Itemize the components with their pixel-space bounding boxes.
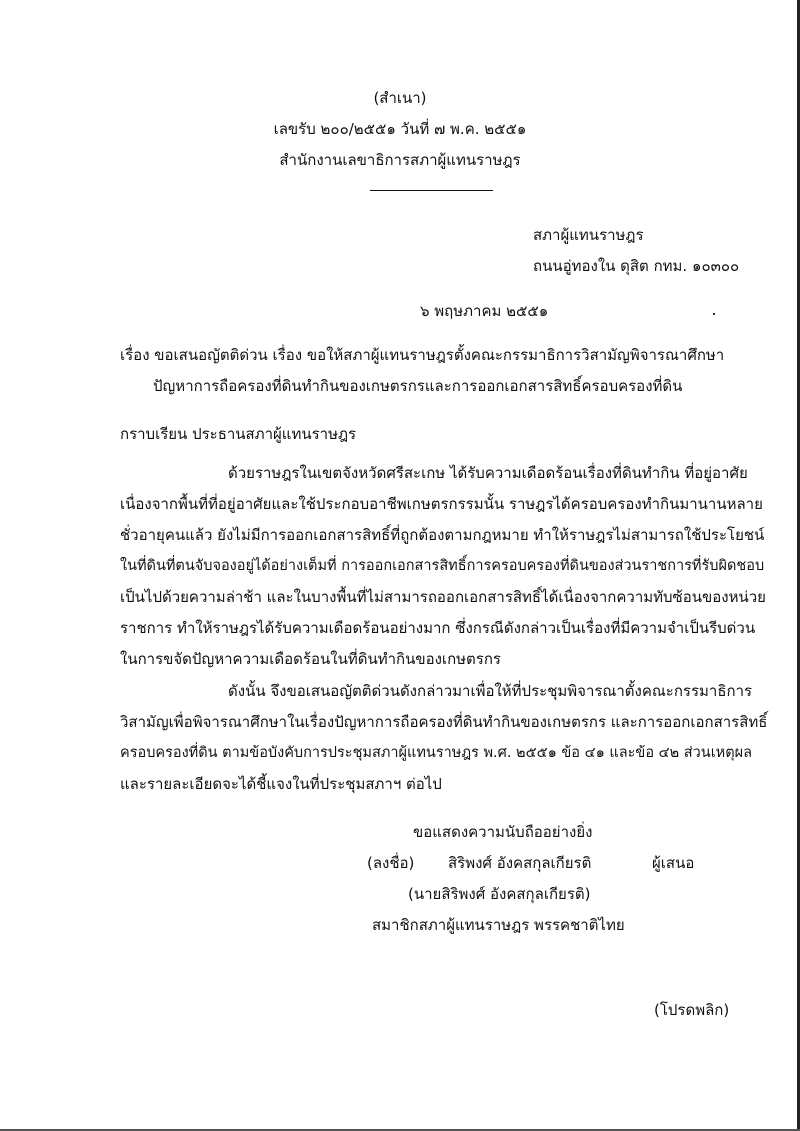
signature-prefix: (ลงชื่อ) bbox=[367, 854, 415, 872]
paragraph-line: ครอบครองที่ดิน ตามข้อบังคับการประชุมสภาผู้แทนราษฎร พ.ศ. ๒๕๕๑ ข้อ ๔๑ และข้อ ๔๒ ส่วนเหตุผล bbox=[120, 745, 753, 761]
office-name: สำนักงานเลขาธิการสภาผู้แทนราษฎร bbox=[279, 151, 521, 169]
paragraph-line: ชั่วอายุคนแล้ว ยังไม่มีการออกเอกสารสิทธิ์ที่ถูกต้องตามกฎหมาย ทำให้ราษฎรไม่สามารถใช้ประโยชน์ bbox=[120, 526, 765, 544]
turn-over-note: (โปรดพลิก) bbox=[654, 1001, 730, 1019]
paragraph-line: ราชการ ทำให้ราษฎรได้รับความเดือดร้อนอย่างมาก ซึ่งกรณีดังกล่าวเป็นเรื่องที่มีความจำเป็นรีบด่วน bbox=[120, 619, 756, 637]
copy-mark: (สำเนา) bbox=[373, 89, 427, 107]
signature-name: สิริพงศ์ อังคสกุลเกียรติ bbox=[448, 854, 592, 872]
header-divider bbox=[370, 190, 493, 191]
paragraph-line: ดังนั้น จึงขอเสนอญัตติด่วนดังกล่าวมาเพื่อให้ที่ประชุมพิจารณาตั้งคณะกรรมาธิการ bbox=[228, 682, 753, 700]
sender-address-line2: ถนนอู่ทองใน ดุสิต กทม. ๑๐๓๐๐ bbox=[533, 257, 740, 275]
paragraph-line: เนื่องจากพื้นที่ที่อยู่อาศัยและใช้ประกอบอาชีพเกษตรกรรมนั้น ราษฎรได้ครอบครองทำกินมานานหลาย bbox=[120, 495, 763, 513]
subject-line-2: ปัญหาการถือครองที่ดินทำกินของเกษตรกรและการออกเอกสารสิทธิ์ครอบครองที่ดิน bbox=[153, 377, 683, 395]
paragraph-line: วิสามัญเพื่อพิจารณาศึกษาในเรื่องปัญหาการถือครองที่ดินทำกินของเกษตรกร และการออกเอกสารสิทธิ์ bbox=[120, 713, 768, 731]
printed-name: (นายสิริพงศ์ อังคสกุลเกียรติ) bbox=[408, 885, 591, 903]
letter-date: ๖ พฤษภาคม ๒๕๕๑ bbox=[420, 302, 549, 320]
sender-address-line1: สภาผู้แทนราษฎร bbox=[533, 226, 644, 244]
salutation: กราบเรียน ประธานสภาผู้แทนราษฎร bbox=[120, 425, 357, 443]
proposer-label: ผู้เสนอ bbox=[652, 854, 695, 872]
subject-line-1: เรื่อง ขอเสนอญัตติด่วน เรื่อง ขอให้สภาผู้แทนราษฎรตั้งคณะกรรมาธิการวิสามัญพิจารณาศึกษา bbox=[120, 346, 725, 364]
paragraph-line: ในการขจัดปัญหาความเดือดร้อนในที่ดินทำกินของเกษตรกร bbox=[120, 650, 501, 668]
scan-speck bbox=[713, 313, 715, 315]
signer-position: สมาชิกสภาผู้แทนราษฎร พรรคชาติไทย bbox=[372, 916, 625, 934]
paragraph-line: ด้วยราษฎรในเขตจังหวัดศรีสะเกษ ได้รับความเดือดร้อนเรื่องที่ดินทำกิน ที่อยู่อาศัย bbox=[228, 464, 748, 482]
receipt-number: เลขรับ ๒๐๐/๒๕๕๑ วันที่ ๗ พ.ค. ๒๕๕๑ bbox=[273, 120, 527, 138]
paragraph-line: ในที่ดินที่ตนจับจองอยู่ได้อย่างเต็มที่ การออกเอกสารสิทธิ์การครอบครองที่ดินของส่วนราชการที่รับผิดชอบ bbox=[120, 558, 765, 574]
closing-regards: ขอแสดงความนับถืออย่างยิ่ง bbox=[413, 823, 593, 841]
paragraph-line: และรายละเอียดจะได้ชี้แจงในที่ประชุมสภาฯ ต่อไป bbox=[120, 775, 442, 793]
paragraph-line: เป็นไปด้วยความล่าช้า และในบางพื้นที่ไม่สามารถออกเอกสารสิทธิ์ได้เนื่องจากความทับซ้อนของหน่วย bbox=[120, 588, 766, 606]
